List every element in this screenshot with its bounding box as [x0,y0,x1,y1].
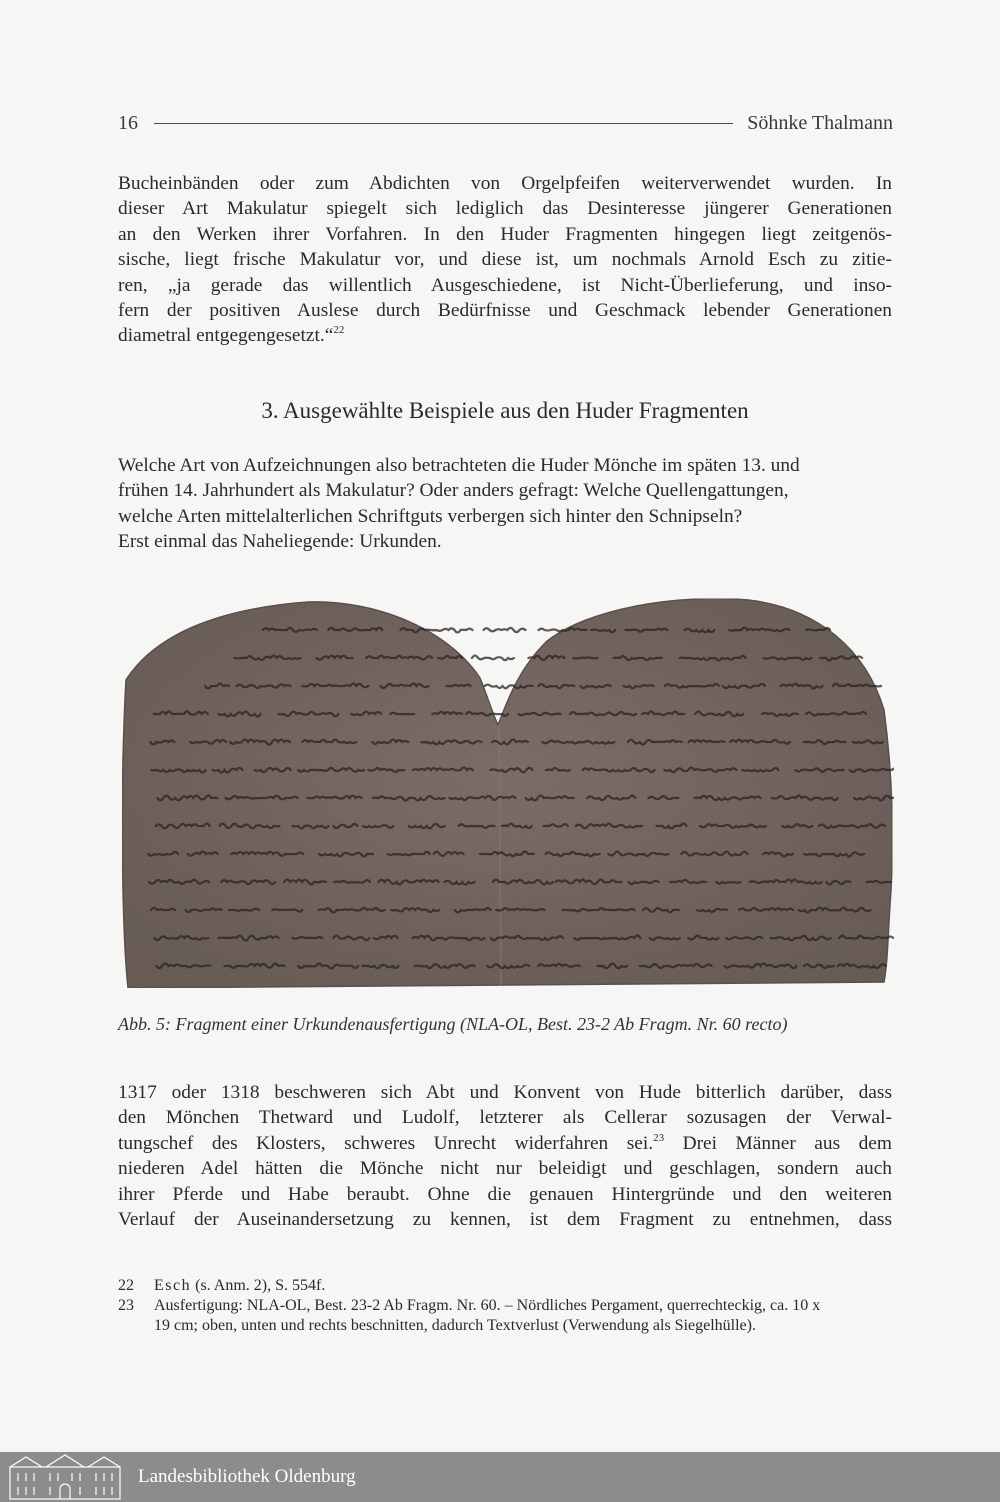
text-line-content: tungschef des Klosters, schweres Unrecht widerfahren sei. [118,1132,654,1154]
footnote-number: 22 [118,1277,134,1294]
text-line: ihrer Pferde und Habe beraubt. Ohne die genauen Hintergründe und den weiteren [118,1183,892,1205]
footnote-number: 23 [118,1297,134,1314]
figure-caption: Abb. 5: Fragment einer Urkundenausfertigung (NLA-OL, Best. 23-2 Ab Fragm. Nr. 60 recto) [118,1014,788,1034]
footnotes [118,1276,892,1336]
figure-parchment-fragment [118,590,894,996]
footnote-line: Ausfertigung: NLA-OL, Best. 23-2 Ab Fragm. Nr. 60. – Nördliches Pergament, querrechteckig, ca. 10 x [154,1297,821,1314]
running-head [118,108,893,138]
footnote-line: 19 cm; oben, unten und rechts beschnitten, dadurch Textverlust (Verwendung als Siegelhülle). [154,1317,756,1334]
text-line [118,1131,892,1156]
text-line: Erst einmal das Naheliegende: Urkunden. [118,531,442,553]
footnote [118,1296,892,1336]
paragraph-2 [118,453,892,555]
library-footer-bar [0,1452,1000,1502]
footnote-ref: 22 [333,324,345,337]
paragraph-3 [118,1080,892,1232]
running-head-author: Söhnke Thalmann [747,111,893,134]
text-line: Welche Art von Aufzeichnungen also betrachteten die Huder Mönche im späten 13. und [118,455,800,476]
footnote-author: Esch [154,1277,192,1294]
text-line-content: diametral entgegengesetzt.“ [118,325,334,347]
text-line: sische, liegt frische Makulatur vor, und diese ist, um nochmals Arnold Esch zu zitie- [118,249,892,271]
text-line: frühen 14. Jahrhundert als Makulatur? Oder anders gefragt: Welche Quellengattungen, [118,480,789,502]
footnote-ref: 23 [653,1131,665,1144]
header-rule [154,123,733,124]
library-name: Landesbibliothek Oldenburg [138,1466,356,1487]
library-building-logo [6,1453,124,1501]
paragraph-1 [118,171,892,349]
section-heading: 3. Ausgewählte Beispiele aus den Huder Fragmenten [261,398,749,423]
footnote [118,1276,892,1296]
text-line: fern der positiven Auslese durch Bedürfnisse und Geschmack lebender Generationen [118,300,892,322]
page-number: 16 [118,111,138,134]
parchment-image [118,590,894,996]
text-line [118,323,892,348]
text-line: welche Arten mittelalterlichen Schriftguts verbergen sich hinter den Schnipseln? [118,505,743,527]
text-line: niederen Adel hätten die Mönche nicht nur beleidigt und geschlagen, sondern auch [118,1158,892,1180]
text-line-content: Drei Männer aus dem [664,1132,892,1154]
footnote-text [154,1296,892,1336]
footnote-body: (s. Anm. 2), S. 554f. [191,1277,326,1294]
text-line: an den Werken ihrer Vorfahren. In den Huder Fragmenten hingegen liegt zeitgenös- [118,223,892,245]
footnote-text [154,1276,892,1296]
text-line: den Mönchen Thetward und Ludolf, letzterer als Cellerar sozusagen der Verwal- [118,1107,892,1129]
text-line: Verlauf der Auseinandersetzung zu kennen, ist dem Fragment zu entnehmen, dass [118,1209,892,1231]
text-line: Bucheinbänden oder zum Abdichten von Orgelpfeifen weiterverwendet wurden. In [118,173,892,194]
text-line: 1317 oder 1318 beschweren sich Abt und Konvent von Hude bitterlich darüber, dass [118,1082,892,1103]
text-line: ren, „ja gerade das willentlich Ausgeschiedene, ist Nicht-Überlieferung, und inso- [118,274,892,296]
text-line: dieser Art Makulatur spiegelt sich lediglich das Desinteresse jüngerer Generationen [118,198,892,220]
